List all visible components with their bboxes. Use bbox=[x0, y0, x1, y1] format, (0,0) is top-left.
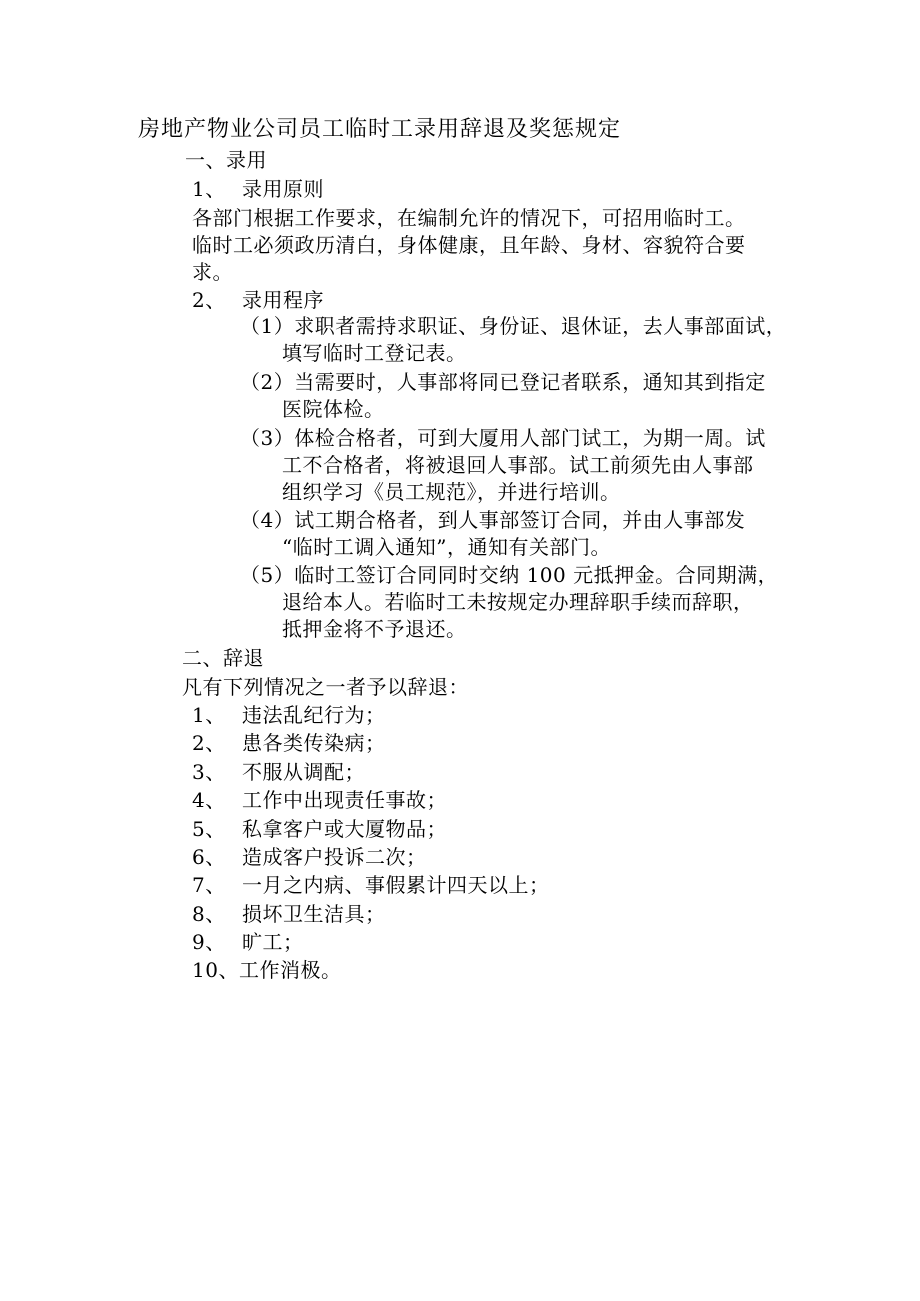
dismissal-item bbox=[192, 900, 386, 928]
procedure-item-1-line: 填写临时工登记表。 bbox=[282, 341, 467, 365]
dismissal-item bbox=[192, 928, 304, 956]
procedure-item-1-line: （1）求职者需持求职证、身份证、退休证，去人事部面试， bbox=[240, 314, 787, 338]
paragraph-line: 临时工必须政历清白，身体健康，且年龄、身材、容貌符合要 bbox=[192, 233, 746, 257]
procedure-item-2-line: （2）当需要时，人事部将同已登记者联系，通知其到指定 bbox=[240, 370, 766, 394]
procedure-item-5-line: 抵押金将不予退还。 bbox=[282, 617, 467, 641]
subsection-1-2-heading bbox=[192, 286, 324, 314]
subsection-label: 录用程序 bbox=[242, 288, 324, 312]
dismissal-item-text: 工作中出现责任事故； bbox=[242, 788, 447, 812]
dismissal-item-number: 3、 bbox=[192, 760, 226, 784]
dismissal-item-text: 不服从调配； bbox=[242, 760, 365, 784]
procedure-item-3-line: 组织学习《员工规范》，并进行培训。 bbox=[282, 480, 621, 504]
procedure-item-3-line: 工不合格者，将被退回人事部。试工前须先由人事部 bbox=[282, 453, 754, 477]
subsection-label: 录用原则 bbox=[242, 177, 324, 201]
dismissal-item-number: 9、 bbox=[192, 930, 226, 954]
dismissal-intro: 凡有下列情况之一者予以辞退： bbox=[182, 675, 469, 699]
dismissal-item-text: 损坏卫生洁具； bbox=[242, 902, 386, 926]
document-title: 房地产物业公司员工临时工录用辞退及奖惩规定 bbox=[138, 117, 622, 142]
dismissal-item-last: 10、工作消极。 bbox=[192, 958, 342, 982]
procedure-item-5-line: 退给本人。若临时工未按规定办理辞职手续而辞职， bbox=[282, 590, 754, 614]
dismissal-item bbox=[192, 729, 386, 757]
dismissal-item bbox=[192, 871, 550, 899]
dismissal-item-text: 旷工； bbox=[242, 930, 304, 954]
procedure-item-5-line: （5）临时工签订合同同时交纳 100 元抵押金。合同期满， bbox=[240, 563, 779, 587]
dismissal-item-text: 一月之内病、事假累计四天以上； bbox=[242, 873, 550, 897]
procedure-item-3-line: （3）体检合格者，可到大厦用人部门试工，为期一周。试 bbox=[240, 426, 766, 450]
paragraph-line: 求。 bbox=[192, 260, 233, 284]
dismissal-item-number: 2、 bbox=[192, 731, 226, 755]
dismissal-item-text: 违法乱纪行为； bbox=[242, 703, 386, 727]
dismissal-item bbox=[192, 815, 447, 843]
dismissal-item bbox=[192, 786, 447, 814]
subsection-number: 1、 bbox=[192, 177, 226, 201]
procedure-item-4-line: “临时工调入通知”，通知有关部门。 bbox=[282, 535, 611, 559]
section-1-heading: 一、录用 bbox=[185, 148, 267, 172]
dismissal-item-number: 4、 bbox=[192, 788, 226, 812]
dismissal-item bbox=[192, 758, 365, 786]
procedure-item-2-line: 医院体检。 bbox=[282, 397, 385, 421]
dismissal-item-number: 7、 bbox=[192, 873, 226, 897]
dismissal-item bbox=[192, 843, 427, 871]
procedure-item-4-line: （4）试工期合格者，到人事部签订合同，并由人事部发 bbox=[240, 508, 746, 532]
dismissal-item-number: 8、 bbox=[192, 902, 226, 926]
subsection-1-1-heading bbox=[192, 175, 324, 203]
dismissal-item bbox=[192, 701, 386, 729]
subsection-number: 2、 bbox=[192, 288, 226, 312]
dismissal-item-text: 私拿客户或大厦物品； bbox=[242, 817, 447, 841]
dismissal-item-number: 5、 bbox=[192, 817, 226, 841]
dismissal-item-text: 造成客户投诉二次； bbox=[242, 845, 427, 869]
dismissal-item-number: 6、 bbox=[192, 845, 226, 869]
paragraph-line: 各部门根据工作要求，在编制允许的情况下，可招用临时工。 bbox=[192, 206, 746, 230]
section-2-heading: 二、辞退 bbox=[182, 646, 264, 670]
dismissal-item-text: 患各类传染病； bbox=[242, 731, 386, 755]
dismissal-item-number: 1、 bbox=[192, 703, 226, 727]
